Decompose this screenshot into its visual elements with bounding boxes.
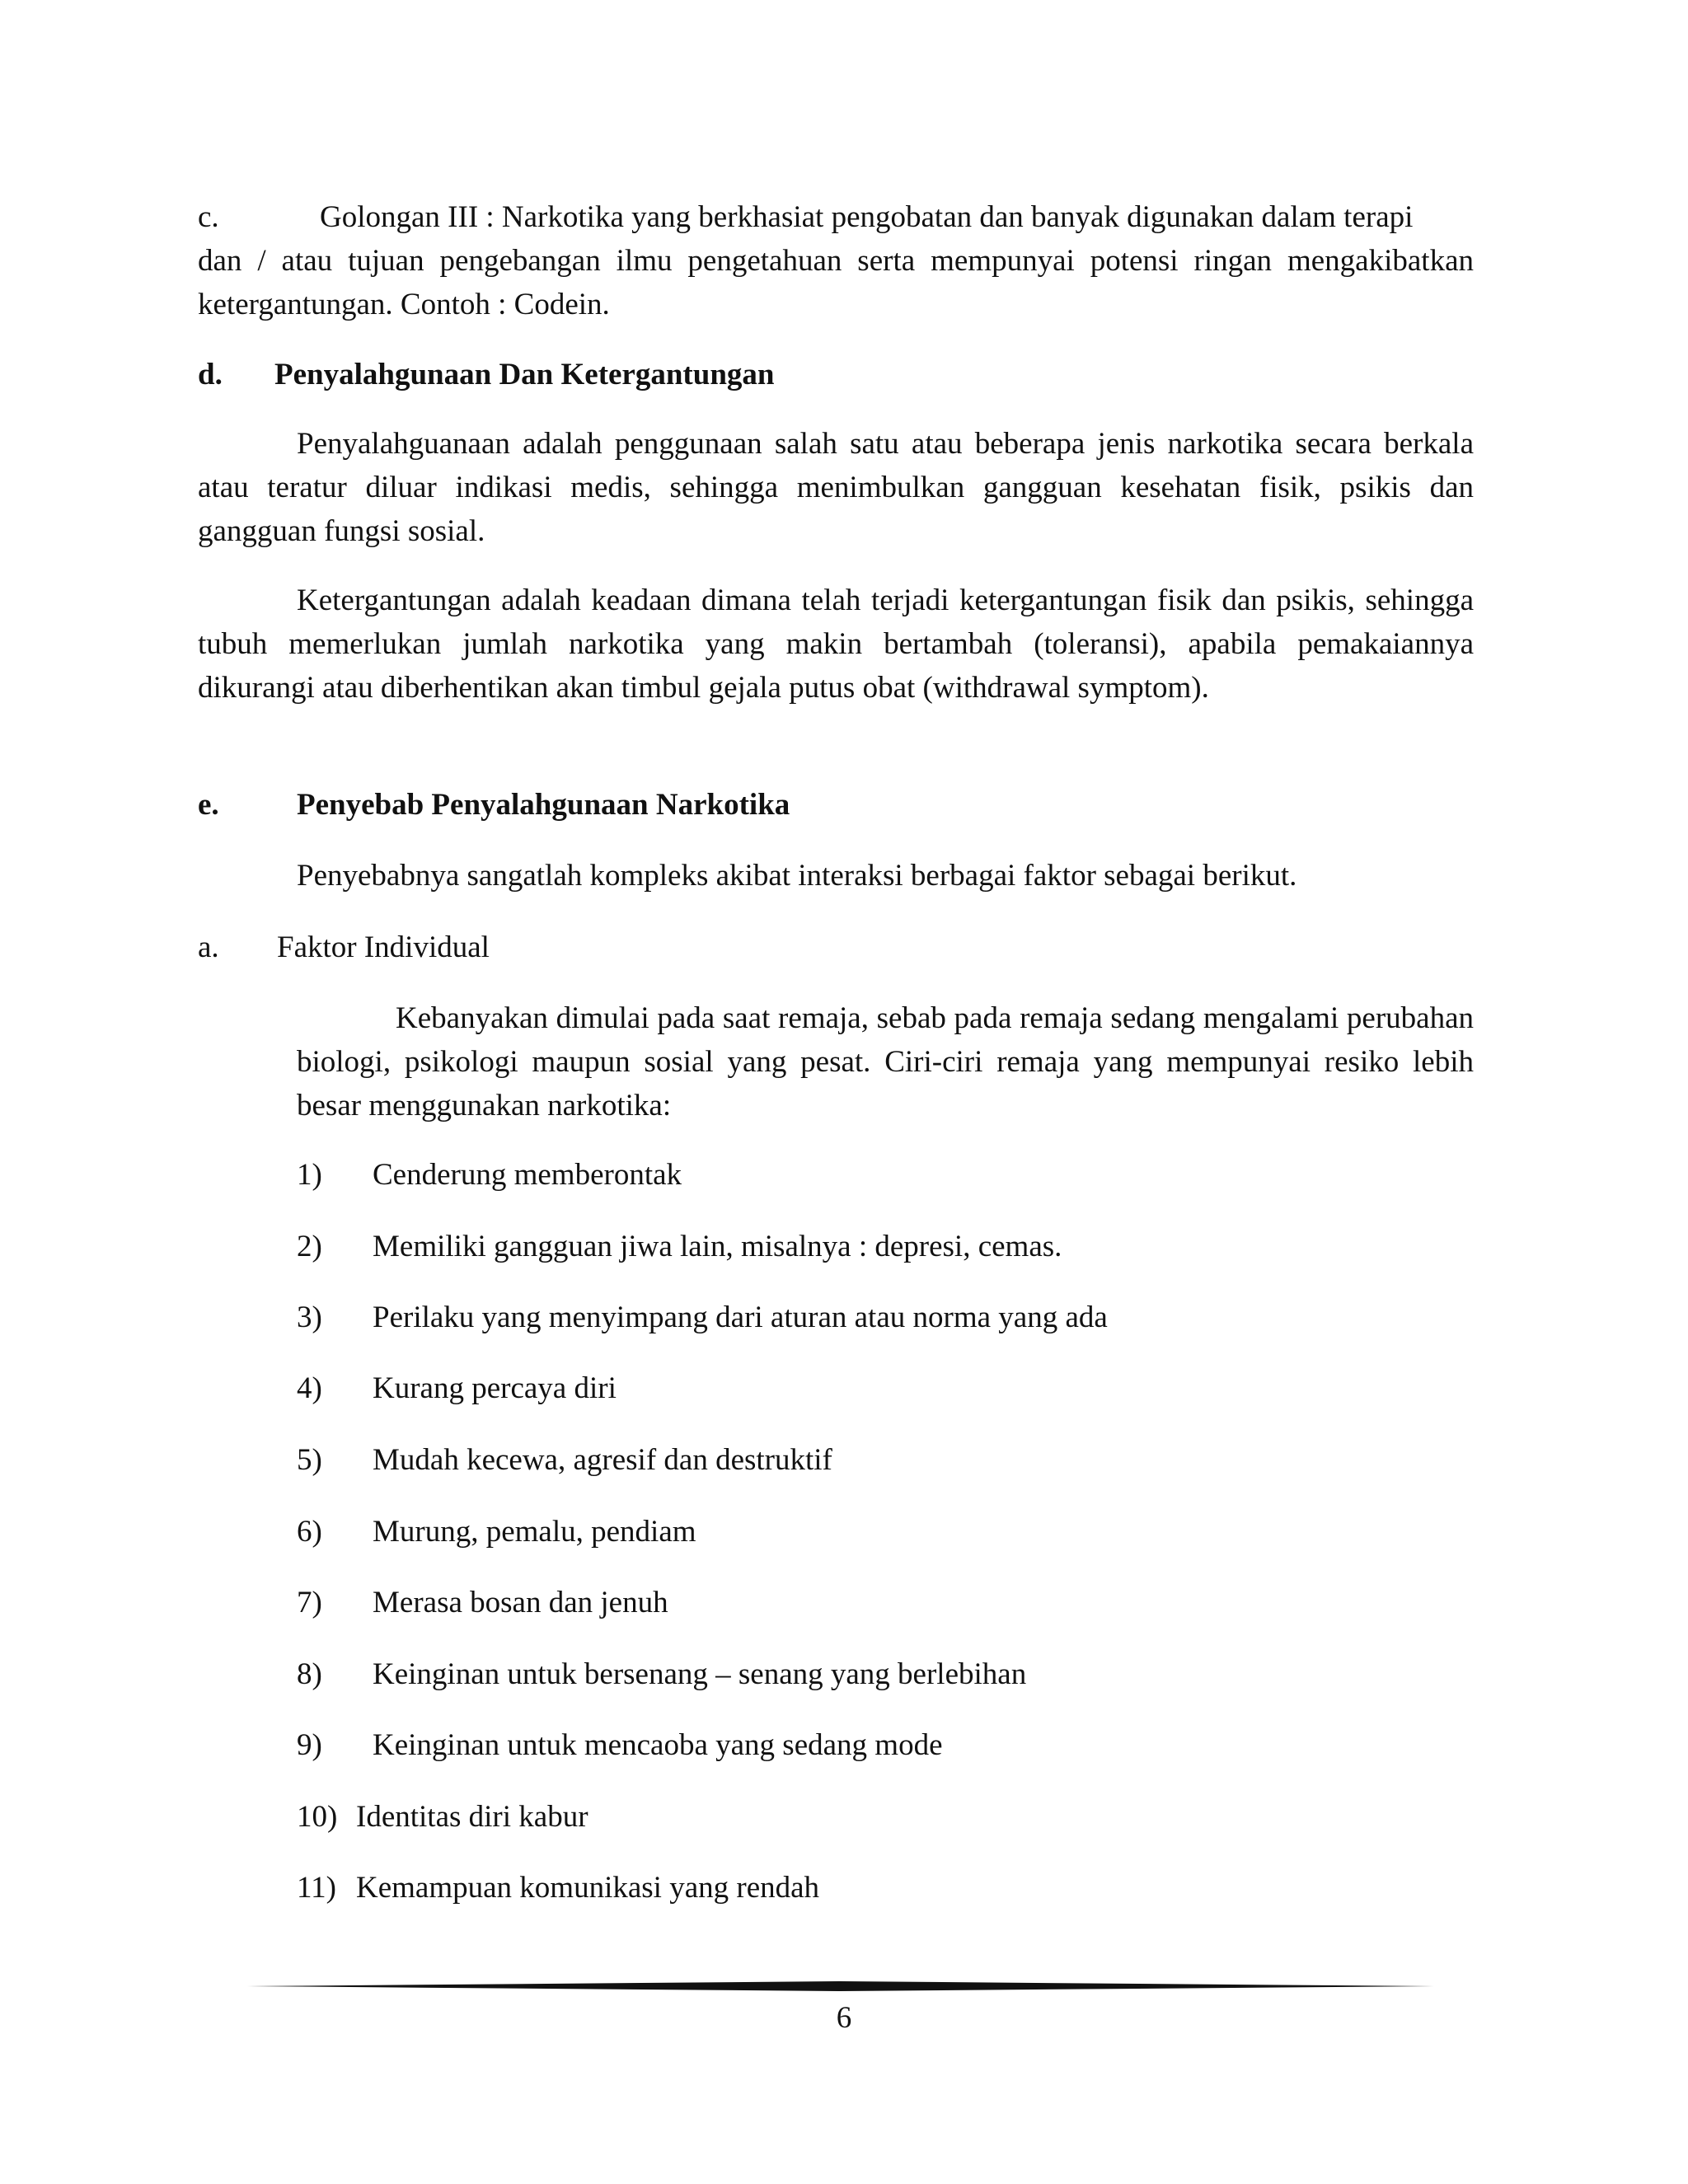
list-item-number: 3) <box>297 1301 322 1334</box>
list-item-number: 1) <box>297 1158 322 1192</box>
list-item-number: 5) <box>297 1443 322 1477</box>
misuse-paragraph: Penyalahguanaan adalah penggunaan salah satu atau beberapa jenis narkotika secara berkala atau teratur diluar indikasi medis, sehingga menimbulkan gangguan kesehatan fisik, psikis dan gangguan fungsi sosial. <box>198 427 1474 548</box>
section-e-heading: Penyebab Penyalahgunaan Narkotika <box>297 788 790 822</box>
list-item-text: Keinginan untuk bersenang – senang yang berlebihan <box>373 1657 1027 1691</box>
list-item-text: Murung, pemalu, pendiam <box>373 1515 696 1549</box>
footer-rule <box>247 1980 1434 1992</box>
list-item-number: 4) <box>297 1371 322 1405</box>
list-item-text: Memiliki gangguan jiwa lain, misalnya : depresi, cemas. <box>373 1230 1062 1263</box>
list-item-number: 8) <box>297 1657 322 1691</box>
list-item-text: Merasa bosan dan jenuh <box>373 1586 668 1619</box>
list-item-text: Perilaku yang menyimpang dari aturan atau norma yang ada <box>373 1301 1108 1334</box>
section-c-marker: c. <box>198 200 219 234</box>
list-item-number: 10) <box>297 1800 338 1834</box>
list-item-text: Identitas diri kabur <box>356 1800 588 1834</box>
list-item-number: 2) <box>297 1230 322 1263</box>
section-c-paragraph: dan / atau tujuan pengebangan ilmu pengetahuan serta mempunyai potensi ringan mengakibatkan ketergantungan. Contoh : Codein. <box>198 244 1474 321</box>
list-item-text: Kemampuan komunikasi yang rendah <box>356 1871 820 1905</box>
list-item-number: 6) <box>297 1515 322 1549</box>
factor-a-heading: Faktor Individual <box>277 930 490 964</box>
list-item-text: Cenderung memberontak <box>373 1158 682 1192</box>
section-d-marker: d. <box>198 358 223 391</box>
list-item-text: Keinginan untuk mencaoba yang sedang mode <box>373 1728 943 1762</box>
factor-a-paragraph: Kebanyakan dimulai pada saat remaja, sebab pada remaja sedang mengalami perubahan biologi, psikologi maupun sosial yang pesat. Ciri-ciri remaja yang mempunyai resiko lebih besar menggunakan narkotika: <box>297 1001 1474 1122</box>
section-d-heading: Penyalahgunaan Dan Ketergantungan <box>274 358 775 391</box>
causes-intro: Penyebabnya sangatlah kompleks akibat interaksi berbagai faktor sebagai berikut. <box>297 859 1297 893</box>
list-item-text: Kurang percaya diri <box>373 1371 617 1405</box>
list-item-text: Mudah kecewa, agresif dan destruktif <box>373 1443 832 1477</box>
page-number: 6 <box>836 2001 852 2035</box>
list-item-number: 11) <box>297 1871 336 1905</box>
section-e-marker: e. <box>198 788 219 822</box>
dependence-paragraph: Ketergantungan adalah keadaan dimana telah terjadi ketergantungan fisik dan psikis, sehingga tubuh memerlukan jumlah narkotika yang makin bertambah (toleransi), apabila pemakaiannya dikurangi atau diberhentikan akan timbul gejala putus obat (withdrawal symptom). <box>198 583 1474 705</box>
list-item-number: 9) <box>297 1728 322 1762</box>
section-c-lead-line: Golongan III : Narkotika yang berkhasiat pengobatan dan banyak digunakan dalam terapi <box>320 200 1414 234</box>
factor-a-marker: a. <box>198 930 219 964</box>
list-item-number: 7) <box>297 1586 322 1619</box>
